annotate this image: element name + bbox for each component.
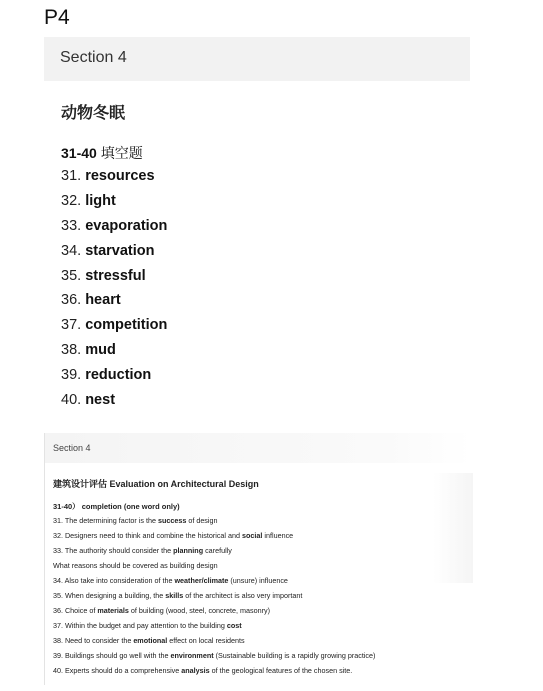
note-text-end: effect on local residents — [167, 636, 245, 645]
answer-item — [61, 340, 167, 365]
section-title: Section 4 — [60, 49, 127, 66]
note-keyword: analysis — [181, 666, 210, 675]
answer-word: light — [85, 192, 116, 209]
answer-word: heart — [85, 292, 121, 309]
note-text-end: carefully — [203, 546, 232, 555]
note-text-end: of design — [186, 516, 218, 525]
note-text: 38. Need to consider the — [53, 636, 134, 645]
note-line — [53, 515, 375, 530]
answer-number: 37. — [61, 317, 82, 334]
note-keyword: environment — [170, 651, 214, 660]
note-line — [53, 545, 375, 560]
note-text: 40. Experts should do a comprehensive — [53, 666, 182, 675]
answer-word: resources — [85, 168, 155, 184]
answer-number: 35. — [61, 267, 82, 284]
answer-number: 32. — [61, 192, 82, 209]
note-keyword: cost — [226, 621, 242, 630]
answer-word: nest — [85, 392, 116, 409]
question-heading — [61, 143, 143, 163]
answer-number: 34. — [61, 242, 82, 259]
note-text-end: (Sustainable building is a rapidly growing practice) — [213, 651, 376, 660]
embedded-notes-list — [53, 515, 375, 680]
answer-number: 38. — [61, 342, 82, 359]
question-range: 31-40 — [61, 145, 97, 161]
answer-number: 36. — [61, 292, 82, 309]
note-line — [53, 650, 375, 665]
answer-number: 40. — [61, 392, 82, 409]
answer-word: evaporation — [85, 217, 168, 234]
note-text: 32. Designers need to think and combine the historical and — [53, 531, 242, 540]
page-label: P4 — [44, 6, 70, 29]
note-keyword: planning — [173, 546, 204, 555]
note-line — [53, 560, 375, 575]
note-text: 34. Also take into consideration of the — [53, 576, 175, 585]
note-text-end: (unsure) influence — [228, 576, 288, 585]
note-text-end: of building (wood, steel, concrete, masonry) — [128, 606, 270, 615]
answer-item — [61, 365, 167, 390]
section-banner — [44, 37, 470, 81]
answer-word: mud — [85, 342, 116, 359]
note-line — [53, 620, 375, 635]
note-keyword: weather/climate — [174, 576, 229, 585]
answer-word: starvation — [85, 242, 155, 259]
note-line — [53, 635, 375, 650]
note-text: 36. Choice of — [53, 606, 98, 615]
answer-number: 33. — [61, 217, 82, 234]
answer-item — [61, 315, 167, 340]
note-text: What reasons should be covered as building design — [53, 561, 218, 570]
embedded-screenshot — [44, 433, 471, 685]
question-type: 填空题 — [100, 145, 143, 161]
note-keyword: success — [157, 516, 187, 525]
answer-item — [61, 290, 167, 315]
embedded-section-header — [45, 433, 471, 463]
note-keyword: emotional — [133, 636, 168, 645]
note-text-end: of the architect is also very important — [183, 591, 303, 600]
note-line — [53, 590, 375, 605]
embedded-section-title: Section 4 — [53, 443, 91, 453]
answer-item — [61, 216, 167, 241]
answer-word: competition — [85, 317, 168, 334]
answer-item — [61, 241, 167, 266]
embedded-title: 建筑设计评估 Evaluation on Architectural Design — [53, 479, 259, 489]
answer-item — [61, 266, 167, 291]
note-line — [53, 530, 375, 545]
note-text: 33. The authority should consider the — [53, 546, 174, 555]
note-text: 35. When designing a building, the — [53, 591, 166, 600]
embedded-question-heading: 31-40） completion (one word only) — [53, 502, 180, 511]
note-line — [53, 605, 375, 620]
note-keyword: social — [242, 531, 263, 540]
answer-item — [61, 390, 167, 415]
note-line — [53, 665, 375, 680]
answer-word: reduction — [85, 367, 152, 384]
note-keyword: skills — [165, 591, 184, 600]
answer-list — [61, 166, 167, 415]
note-text-end: of the geological features of the chosen site. — [209, 666, 353, 675]
answer-item — [61, 166, 167, 191]
answer-number: 39. — [61, 367, 82, 384]
note-line — [53, 575, 375, 590]
note-keyword: materials — [97, 606, 129, 615]
watermark — [433, 473, 473, 583]
answer-word: stressful — [85, 267, 146, 284]
note-text: 31. The determining factor is the — [53, 516, 158, 525]
answer-item — [61, 191, 167, 216]
note-text: 39. Buildings should go well with the — [53, 651, 171, 660]
topic-title: 动物冬眠 — [61, 105, 126, 122]
note-text: 37. Within the budget and pay attention to the building — [53, 621, 227, 630]
answer-number: 31. — [61, 168, 82, 184]
note-text-end: influence — [262, 531, 294, 540]
